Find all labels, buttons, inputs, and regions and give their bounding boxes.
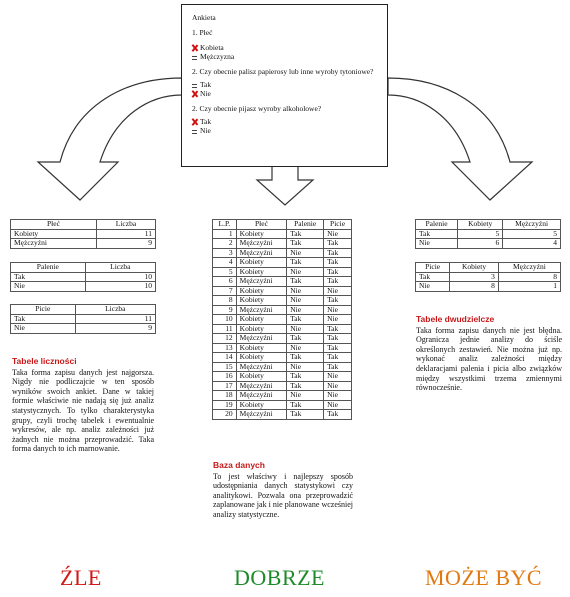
table-cell: Nie <box>287 343 324 353</box>
table-cell: 1 <box>213 229 237 239</box>
table-cell: Nie <box>324 286 352 296</box>
table-cell: 14 <box>213 353 237 363</box>
survey-form <box>181 4 388 167</box>
table-row: Mężczyźni 9 <box>11 239 156 249</box>
table-cell: 2 <box>213 239 237 249</box>
table-cell: 17 <box>213 381 237 391</box>
table-cell: Tak <box>324 324 352 334</box>
table-cell: Nie <box>324 381 352 391</box>
table-cell: Mężczyźni <box>236 362 287 372</box>
table-picie-plec: Picie Kobiety Mężczyźni Tak 3 8 Nie 8 1 <box>415 262 561 292</box>
table-cell: Kobiety <box>236 258 287 268</box>
table-row: Nie 8 1 <box>416 282 561 292</box>
table-cell: Kobiety <box>236 229 287 239</box>
right-description <box>416 315 562 393</box>
table-cell: Nie <box>324 305 352 315</box>
center-heading: Baza danych <box>213 460 265 470</box>
table-cell: Tak <box>287 229 324 239</box>
survey-title: Ankieta <box>192 13 216 22</box>
table-cell: 10 <box>213 315 237 325</box>
column-header: Płeć <box>236 220 287 230</box>
table-cell: Tak <box>324 296 352 306</box>
table-cell: Tak <box>324 410 352 420</box>
table-row: Tak 5 5 <box>416 229 561 239</box>
table-row: Tak 11 <box>11 314 156 324</box>
table-cell: Nie <box>324 315 352 325</box>
left-heading: Tabele liczności <box>12 356 77 366</box>
table-cell: Tak <box>324 248 352 258</box>
column-header: Picie <box>324 220 352 230</box>
table-cell: Tak <box>324 353 352 363</box>
table-cell: Nie <box>324 400 352 410</box>
table-cell: 16 <box>213 372 237 382</box>
verdict-good: DOBRZE <box>234 565 325 590</box>
table-cell: Tak <box>287 410 324 420</box>
table-cell: 15 <box>213 362 237 372</box>
table-row <box>213 353 352 363</box>
empty-box-icon <box>192 128 198 133</box>
table-cell: Mężczyźni <box>236 334 287 344</box>
table-cell: Tak <box>287 381 324 391</box>
left-body: Taka forma zapisu danych jest najgorsza. Nigdy nie podliczajcie w ten sposób wyników swoich ankiet. Dane w takiej formie właściwie nie nadają się już analiz statystycznych. To tylko charakterystyka grupy, czyli trochę tabelek i ewentualnie wykresów, ale np. analiz zależności już żadnych nie można przeprowadzić. Taka forma danych to ich marnowanie. <box>12 367 154 454</box>
table-cell: Mężczyźni <box>236 381 287 391</box>
right-body: Taka forma zapisu danych nie jest błędna. Ogranicza jednie analizy do ściśle określonych zestawień. Nie można już np. wykonać analiz zależności między deklaracjami palenia i picia albo związków między wszystkimi trzema zmiennymi równocześnie. <box>416 325 562 393</box>
table-cell: Mężczyźni <box>236 305 287 315</box>
table-cell: Tak <box>287 315 324 325</box>
checked-box-icon <box>192 91 198 96</box>
table-row <box>213 315 352 325</box>
table-row: Kobiety 11 <box>11 229 156 239</box>
question-1: 1. Płeć <box>192 28 213 37</box>
center-body: To jest właściwy i najlepszy sposób udostępniania danych statystykowi czy analitykowi. Pozwala ona przeprowadzić zaplanowane jak i nie planowane wcześniej analizy statystyczne. <box>213 471 353 519</box>
table-cell: Nie <box>287 267 324 277</box>
table-cell: 11 <box>213 324 237 334</box>
table-cell: Nie <box>324 229 352 239</box>
table-row: Nie 9 <box>11 324 156 334</box>
table-cell: Nie <box>287 286 324 296</box>
table-row: Nie 10 <box>11 282 156 292</box>
table-row: Tak 10 <box>11 272 156 282</box>
verdict-ok: MOŻE BYĆ <box>425 565 543 590</box>
table-cell: Kobiety <box>236 343 287 353</box>
right-arrow <box>388 78 532 200</box>
table-cell: Tak <box>324 267 352 277</box>
column-header: L.P. <box>213 220 237 230</box>
table-cell: Tak <box>287 353 324 363</box>
table-cell: Mężczyźni <box>236 277 287 287</box>
table-cell: Kobiety <box>236 315 287 325</box>
table-row <box>213 239 352 249</box>
table-palenie: Palenie Liczba Tak 10 Nie 10 <box>10 262 156 292</box>
table-cell: Tak <box>287 334 324 344</box>
table-cell: Kobiety <box>236 400 287 410</box>
table-row <box>213 372 352 382</box>
table-row: Nie 6 4 <box>416 239 561 249</box>
question-2: 2. Czy obecnie palisz papierosy lub inne wyroby tytoniowe? <box>192 67 374 76</box>
table-cell: 4 <box>213 258 237 268</box>
table-cell: 6 <box>213 277 237 287</box>
table-cell: Tak <box>287 258 324 268</box>
table-cell: Kobiety <box>236 286 287 296</box>
table-cell: 18 <box>213 391 237 401</box>
table-cell: Nie <box>324 391 352 401</box>
table-cell: 12 <box>213 334 237 344</box>
center-arrow <box>257 167 313 205</box>
table-plec: Płeć Liczba Kobiety 11 Mężczyźni 9 <box>10 219 156 249</box>
table-cell: Kobiety <box>236 372 287 382</box>
table-cell: 5 <box>213 267 237 277</box>
table-cell: Tak <box>324 277 352 287</box>
question-3: 2. Czy obecnie pijasz wyroby alkoholowe? <box>192 104 322 113</box>
table-cell: Nie <box>287 391 324 401</box>
option-mezczyzna[interactable]: Mężczyzna <box>192 52 377 61</box>
table-cell: Tak <box>324 343 352 353</box>
left-description <box>12 357 154 454</box>
table-cell: 19 <box>213 400 237 410</box>
table-cell: Kobiety <box>236 324 287 334</box>
center-description <box>213 461 353 520</box>
table-cell: Kobiety <box>236 296 287 306</box>
table-cell: Tak <box>324 362 352 372</box>
table-row <box>213 296 352 306</box>
table-row <box>213 410 352 420</box>
table-cell: 8 <box>213 296 237 306</box>
empty-box-icon <box>192 54 198 59</box>
table-cell: 7 <box>213 286 237 296</box>
table-cell: Mężczyźni <box>236 248 287 258</box>
table-cell: Tak <box>287 239 324 249</box>
verdict-bad: ŹLE <box>60 565 102 590</box>
table-cell: Kobiety <box>236 353 287 363</box>
option-kobieta[interactable]: Kobieta <box>192 43 377 52</box>
left-arrow <box>38 78 182 200</box>
table-cell: Tak <box>324 258 352 268</box>
table-cell: Tak <box>324 334 352 344</box>
table-row <box>213 277 352 287</box>
table-cell: Tak <box>287 400 324 410</box>
table-cell: Tak <box>287 277 324 287</box>
option-nie-palenie[interactable]: Nie <box>192 89 377 98</box>
table-row: Tak 3 8 <box>416 272 561 282</box>
table-cell: Mężczyźni <box>236 391 287 401</box>
checked-box-icon <box>192 119 198 124</box>
table-cell: Mężczyźni <box>236 239 287 249</box>
table-cell: 9 <box>213 305 237 315</box>
option-tak-picie[interactable]: Tak <box>192 117 377 126</box>
table-cell: Kobiety <box>236 267 287 277</box>
table-cell: Nie <box>287 296 324 306</box>
right-heading: Tabele dwudzielcze <box>416 314 495 324</box>
column-header: Palenie <box>287 220 324 230</box>
table-cell: Nie <box>287 324 324 334</box>
table-palenie-plec: Palenie Kobiety Mężczyźni Tak 5 5 Nie 6 4 <box>415 219 561 249</box>
checked-box-icon <box>192 45 198 50</box>
table-row <box>213 258 352 268</box>
table-row <box>213 334 352 344</box>
option-tak-palenie[interactable]: Tak <box>192 80 377 89</box>
table-cell: Nie <box>324 372 352 382</box>
table-cell: 20 <box>213 410 237 420</box>
table-row <box>213 391 352 401</box>
database-table <box>212 219 352 420</box>
table-cell: Tak <box>287 372 324 382</box>
table-cell: Tak <box>324 239 352 249</box>
table-cell: Nie <box>287 362 324 372</box>
table-cell: Nie <box>287 248 324 258</box>
table-cell: Nie <box>287 305 324 315</box>
table-cell: Mężczyźni <box>236 410 287 420</box>
empty-box-icon <box>192 82 198 87</box>
table-cell: 13 <box>213 343 237 353</box>
table-cell: 3 <box>213 248 237 258</box>
option-nie-picie[interactable]: Nie <box>192 126 377 135</box>
table-picie: Picie Liczba Tak 11 Nie 9 <box>10 304 156 334</box>
